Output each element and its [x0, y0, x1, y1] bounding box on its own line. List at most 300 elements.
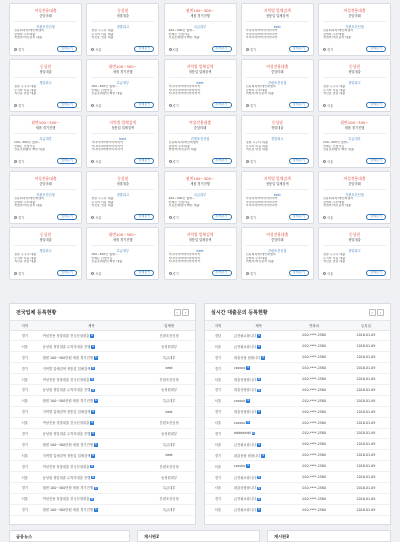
- cell-text: 경기: [21, 431, 28, 436]
- column-header: 연락처: [286, 321, 342, 330]
- detail-button[interactable]: 상세보기: [289, 270, 309, 277]
- card-title[interactable]: 동성원: [348, 232, 360, 237]
- card-title[interactable]: 지역별 업체검색: [263, 8, 291, 13]
- card-title[interactable]: 월변100~300~: [108, 232, 137, 237]
- table-row[interactable]: [205, 417, 390, 428]
- card-description-line: 언제든 신청가능: [91, 256, 113, 260]
- company-card[interactable]: [86, 227, 159, 280]
- cell-text: 경기: [214, 410, 222, 415]
- card-title[interactable]: 여성전용대출: [34, 8, 57, 13]
- new-badge-icon: N: [258, 334, 260, 338]
- detail-button[interactable]: 상세보기: [212, 270, 232, 277]
- company-card[interactable]: [164, 59, 237, 112]
- location-pin-icon: [169, 272, 172, 275]
- detail-button[interactable]: 상세보기: [289, 46, 309, 53]
- table-cell[interactable]: [231, 406, 287, 417]
- card-divider: [14, 77, 77, 78]
- next-page-button[interactable]: ›: [182, 309, 189, 316]
- card-title[interactable]: 여성전용대출: [343, 8, 366, 13]
- cell-text: 경기: [21, 333, 28, 338]
- cell-text: cococo: [233, 420, 246, 425]
- table-cell[interactable]: [40, 352, 144, 363]
- table-cell: [342, 341, 390, 352]
- cell-text: 2018.01.09: [356, 496, 376, 501]
- table-row[interactable]: [10, 363, 195, 374]
- company-card[interactable]: [9, 59, 82, 112]
- table-cell[interactable]: [231, 472, 287, 483]
- card-title[interactable]: 여성전용대출: [266, 232, 289, 237]
- detail-button[interactable]: 상세보기: [366, 214, 386, 221]
- card-location-label: 서울: [95, 215, 102, 220]
- table-cell: [205, 406, 231, 417]
- detail-button[interactable]: 상세보기: [366, 270, 386, 277]
- card-description-line: 가나다라마바사아자차카: [245, 36, 278, 40]
- table-cell[interactable]: [231, 504, 287, 515]
- detail-button[interactable]: 상세보기: [366, 46, 386, 53]
- card-title[interactable]: 여성전용대출: [343, 176, 366, 181]
- table-row[interactable]: [10, 482, 195, 493]
- card-divider: [14, 21, 77, 22]
- table-cell: [10, 384, 40, 395]
- cell-text: 2018.01.09: [356, 464, 376, 469]
- panel-nav: [174, 309, 190, 316]
- card-title[interactable]: 여성전용대출: [266, 64, 289, 69]
- table-cell[interactable]: [40, 395, 144, 406]
- company-card[interactable]: [241, 115, 314, 168]
- table-cell[interactable]: [40, 341, 144, 352]
- company-card[interactable]: [86, 59, 159, 112]
- new-badge-icon: N: [92, 410, 95, 414]
- card-keyword: 간편조건신청: [345, 192, 364, 197]
- new-badge-icon: N: [92, 453, 95, 457]
- cell-text: 2018.01.09: [356, 398, 376, 403]
- table-row[interactable]: [205, 439, 390, 450]
- detail-button[interactable]: 상세보기: [134, 102, 154, 109]
- card-description-line: 실업자·주부대출: [168, 144, 190, 148]
- card-keyword: 정말최고: [348, 80, 361, 85]
- card-description-line: 신용조회없이 빠른 대출: [14, 148, 45, 152]
- table-cell[interactable]: [231, 439, 287, 450]
- cell-text: 동성원대부: [161, 475, 178, 480]
- new-badge-icon: N: [92, 475, 95, 479]
- new-badge-icon: N: [262, 355, 265, 359]
- cell-text: 월변 100~300만원 새롭 경기진행: [42, 486, 93, 491]
- table-cell[interactable]: [40, 493, 144, 504]
- cell-text: 월변 100~300만원 새롭 경기진행: [42, 399, 93, 404]
- table-cell[interactable]: [231, 450, 287, 461]
- table-row[interactable]: [205, 493, 390, 504]
- location-pin-icon: [14, 272, 17, 275]
- table-row[interactable]: [10, 341, 195, 352]
- card-subtitle: 정말대출: [271, 125, 284, 130]
- detail-button[interactable]: 상세보기: [57, 158, 77, 165]
- card-footer: [91, 158, 154, 164]
- table-cell[interactable]: [40, 406, 144, 417]
- card-title[interactable]: 동성원: [39, 64, 51, 69]
- company-card[interactable]: [9, 3, 82, 56]
- detail-button[interactable]: 상세보기: [212, 158, 232, 165]
- table-cell: [143, 384, 195, 395]
- card-description-line: 가나다라마바사아자차카: [245, 196, 278, 200]
- table-row[interactable]: [205, 406, 390, 417]
- table-cell[interactable]: [231, 428, 287, 439]
- card-footer: [14, 46, 77, 52]
- card-location: [91, 215, 101, 220]
- location-pin-icon: [323, 216, 326, 219]
- table-cell[interactable]: [231, 461, 287, 472]
- cell-text: 특급대부: [162, 442, 176, 447]
- table-cell[interactable]: [40, 461, 144, 472]
- table-cell[interactable]: [231, 482, 287, 493]
- table-cell[interactable]: [231, 374, 287, 385]
- table-cell[interactable]: [40, 374, 144, 385]
- table-cell: [342, 493, 390, 504]
- table-row[interactable]: [10, 417, 195, 428]
- table-cell: [342, 450, 390, 461]
- detail-button[interactable]: 상세보기: [366, 102, 386, 109]
- company-card[interactable]: [318, 3, 391, 56]
- table-row[interactable]: [10, 472, 195, 483]
- bottom-box-board2[interactable]: [137, 530, 260, 542]
- table-row[interactable]: [205, 504, 390, 515]
- table-cell[interactable]: [231, 352, 287, 363]
- detail-button[interactable]: 상세보기: [212, 214, 232, 221]
- company-card[interactable]: [164, 3, 237, 56]
- card-subtitle: 새롭 경기진행: [113, 69, 133, 74]
- table-cell[interactable]: [231, 341, 287, 352]
- company-card[interactable]: [241, 59, 314, 112]
- card-title[interactable]: 동성원: [117, 176, 129, 181]
- company-card[interactable]: [164, 227, 237, 280]
- card-subtitle: 중앙미래: [193, 125, 207, 130]
- cell-text: 010-****-2580: [302, 366, 326, 371]
- table-row[interactable]: [205, 461, 390, 472]
- cell-text: cococo: [233, 366, 246, 371]
- card-title[interactable]: 지역별 업체검색: [186, 64, 214, 69]
- card-description-line: 무직자 이용 대출: [14, 88, 37, 92]
- table-cell: [286, 493, 342, 504]
- prev-page-button[interactable]: ‹: [174, 309, 181, 316]
- card-description-line: 신용회복자/개인회생자: [168, 140, 199, 144]
- panel-nav: [369, 309, 385, 316]
- cell-text: 서울: [214, 421, 222, 426]
- card-location: [14, 271, 24, 276]
- card-keyword: 간편조건신청: [36, 24, 55, 29]
- table-cell: [342, 384, 390, 395]
- detail-button[interactable]: 상세보기: [57, 270, 77, 277]
- table-cell: [10, 493, 40, 504]
- card-description-line: 무직자 이용 대출: [323, 88, 346, 92]
- table-cell: [205, 493, 231, 504]
- card-location: [169, 103, 179, 108]
- company-card[interactable]: [86, 3, 159, 56]
- company-card[interactable]: [318, 115, 391, 168]
- table-row[interactable]: [205, 472, 390, 483]
- table-row[interactable]: [10, 461, 195, 472]
- table-cell[interactable]: [40, 504, 144, 515]
- new-badge-icon: N: [258, 388, 260, 392]
- card-footer: [169, 270, 232, 276]
- card-title[interactable]: 동성원: [39, 232, 51, 237]
- detail-button[interactable]: 상세보기: [134, 214, 154, 221]
- card-title[interactable]: 동성원: [117, 8, 129, 13]
- table-cell: [10, 472, 40, 483]
- detail-button[interactable]: 상세보기: [212, 102, 232, 109]
- table-row[interactable]: [205, 352, 390, 363]
- table-row[interactable]: [10, 406, 195, 417]
- table-row[interactable]: [205, 341, 390, 352]
- card-title[interactable]: 월변100~300~: [108, 64, 137, 69]
- card-divider: [91, 245, 154, 246]
- panel-title: 전국업체 등록현황: [16, 309, 57, 316]
- card-divider: [169, 245, 232, 246]
- card-subtitle: 새롭 경기진행: [190, 13, 210, 18]
- table-row[interactable]: [10, 395, 195, 406]
- table-cell[interactable]: [231, 384, 287, 395]
- table-cell[interactable]: [231, 395, 287, 406]
- card-location: [91, 159, 101, 164]
- card-location-label: 경기: [249, 215, 256, 220]
- card-title[interactable]: 동성원: [271, 120, 283, 125]
- cell-text: 경기: [21, 486, 28, 491]
- detail-button[interactable]: 상세보기: [366, 158, 386, 165]
- location-pin-icon: [14, 160, 17, 163]
- company-card[interactable]: [9, 171, 82, 224]
- table-cell: [143, 428, 195, 439]
- card-description-line: 정말 누구나 대출: [14, 252, 37, 256]
- table-cell: [143, 363, 195, 374]
- company-card[interactable]: [9, 227, 82, 280]
- bottom-box-finance-news[interactable]: [9, 530, 130, 542]
- panel-header: [10, 304, 195, 321]
- card-location: [14, 103, 24, 108]
- card-location: [246, 103, 256, 108]
- company-card[interactable]: [9, 115, 82, 168]
- cell-text: 2018.01.09: [356, 409, 376, 414]
- table-cell[interactable]: [40, 384, 144, 395]
- table-row[interactable]: [10, 504, 195, 515]
- table-row[interactable]: [205, 384, 390, 395]
- table-cell[interactable]: [231, 493, 287, 504]
- table-cell: [205, 450, 231, 461]
- detail-button[interactable]: 상세보기: [57, 46, 77, 53]
- prev-page-button[interactable]: ‹: [369, 309, 376, 316]
- table-cell: [143, 461, 195, 472]
- card-divider: [91, 21, 154, 22]
- card-title[interactable]: 지역별 업체검색: [186, 232, 214, 237]
- card-title[interactable]: 월변100~300~: [185, 8, 215, 13]
- card-keyword: 특급대부: [193, 24, 207, 29]
- table-cell[interactable]: [40, 330, 144, 341]
- detail-button[interactable]: 상세보기: [134, 46, 154, 53]
- card-title[interactable]: 여성전용대출: [34, 176, 57, 181]
- cell-text: 010-****-2580: [302, 420, 326, 425]
- cell-text: 경기: [21, 355, 28, 360]
- cell-text: 서울: [21, 421, 28, 426]
- cell-text: 월변 100~300만원 새롭 경기진행: [42, 508, 93, 513]
- panel-title: 실시간 대출문의 등록현황: [211, 309, 268, 316]
- card-description-line: 취업자/저신용자 대출: [323, 204, 352, 208]
- table-cell[interactable]: [40, 428, 144, 439]
- table-row[interactable]: [10, 439, 195, 450]
- card-description-line: 신용회복자/개인회생자: [245, 252, 276, 256]
- location-pin-icon: [246, 272, 249, 275]
- new-badge-icon: N: [92, 345, 95, 349]
- table-cell: [143, 395, 195, 406]
- cell-text: 010-****-2580: [302, 442, 326, 447]
- table-cell: [286, 472, 342, 483]
- cell-text: 경기: [214, 355, 222, 360]
- cell-text: 010-****-2580: [302, 344, 326, 349]
- table-row[interactable]: [10, 384, 195, 395]
- realtime-inquiry-panel: [204, 303, 391, 525]
- cell-text: 010-****-2580: [302, 496, 326, 501]
- table-cell[interactable]: [40, 472, 144, 483]
- column-header: 제목: [40, 321, 144, 330]
- location-pin-icon: [169, 216, 172, 219]
- cell-text: 특급대부: [162, 486, 176, 491]
- table-row[interactable]: [205, 450, 390, 461]
- table-cell: [342, 374, 390, 385]
- card-location: [91, 103, 101, 108]
- cell-text: 010-****-2580: [302, 507, 326, 512]
- card-title[interactable]: 지역별 업체검색: [109, 120, 137, 125]
- new-badge-icon: N: [258, 497, 260, 501]
- card-keyword: 특급대부: [116, 80, 129, 85]
- company-card[interactable]: [318, 59, 391, 112]
- card-title[interactable]: 지역별 업체검색: [263, 176, 291, 181]
- nationwide-registration-panel: [9, 303, 196, 525]
- cell-text: 2018.01.09: [356, 453, 376, 458]
- card-description-line: 실업자·주부대출: [14, 200, 36, 204]
- card-location: [14, 47, 24, 52]
- card-location-label: 경기: [249, 47, 256, 52]
- card-description-line: 가나다라마바사아자차카: [168, 84, 201, 88]
- cell-text: 대출상담합니다: [233, 377, 257, 382]
- company-card[interactable]: [164, 115, 237, 168]
- table-row[interactable]: [10, 330, 195, 341]
- card-divider: [246, 21, 309, 22]
- table-cell[interactable]: [231, 330, 287, 341]
- company-card[interactable]: [241, 3, 314, 56]
- card-location: [246, 271, 256, 276]
- next-page-button[interactable]: ›: [377, 309, 384, 316]
- company-card[interactable]: [241, 227, 314, 280]
- table-cell: [10, 428, 40, 439]
- card-location: [14, 215, 24, 220]
- new-badge-icon: N: [258, 508, 260, 512]
- card-location-label: 서울: [327, 103, 334, 108]
- table-row[interactable]: [10, 352, 195, 363]
- cell-text: 서울: [21, 475, 28, 480]
- detail-button[interactable]: 상세보기: [57, 102, 77, 109]
- table-cell: [143, 330, 195, 341]
- card-footer: [169, 158, 232, 164]
- cell-text: 간편조건신청: [159, 377, 179, 382]
- card-title[interactable]: 동성원: [348, 64, 360, 69]
- company-card[interactable]: [86, 115, 159, 168]
- detail-button[interactable]: 상세보기: [212, 46, 232, 53]
- card-description-line: 실업자·주부대출: [323, 200, 345, 204]
- table-row[interactable]: [205, 482, 390, 493]
- company-card[interactable]: [164, 171, 237, 224]
- table-row[interactable]: [10, 374, 195, 385]
- company-card[interactable]: [318, 227, 391, 280]
- table-row[interactable]: [10, 428, 195, 439]
- company-card[interactable]: [318, 171, 391, 224]
- detail-button[interactable]: 상세보기: [289, 214, 309, 221]
- card-subtitle: 정말대출: [39, 69, 52, 74]
- company-card[interactable]: [86, 171, 159, 224]
- cell-text: 경기: [214, 431, 222, 436]
- table-cell[interactable]: [40, 439, 144, 450]
- detail-button[interactable]: 상세보기: [289, 102, 309, 109]
- card-title[interactable]: 월변100~300~: [31, 120, 60, 125]
- table-cell[interactable]: [40, 417, 144, 428]
- cell-text: 지역별 업체검색 정통업 업체검색: [42, 410, 91, 415]
- table-cell[interactable]: [231, 363, 287, 374]
- table-cell[interactable]: [231, 417, 287, 428]
- table-row[interactable]: [205, 374, 390, 385]
- table-cell: [143, 439, 195, 450]
- company-card[interactable]: [241, 171, 314, 224]
- cell-text: 2018.01.09: [356, 485, 376, 490]
- cell-text: 010-****-2580: [302, 398, 326, 403]
- card-location-label: 경기: [172, 103, 179, 108]
- card-divider: [169, 77, 232, 78]
- card-footer: [323, 214, 386, 220]
- table-cell[interactable]: [40, 482, 144, 493]
- card-title[interactable]: 월변100~300~: [185, 176, 215, 181]
- card-title[interactable]: 여성전용대출: [188, 120, 211, 125]
- location-pin-icon: [91, 104, 94, 107]
- detail-button[interactable]: 상세보기: [57, 214, 77, 221]
- card-title[interactable]: 월변100~300~: [340, 120, 369, 125]
- card-location-label: 경기: [249, 103, 256, 108]
- location-pin-icon: [14, 48, 17, 51]
- table-row[interactable]: [205, 395, 390, 406]
- table-cell[interactable]: [40, 450, 144, 461]
- card-keyword: 정말최고: [39, 248, 52, 253]
- location-pin-icon: [246, 216, 249, 219]
- detail-button[interactable]: 상세보기: [134, 270, 154, 277]
- location-pin-icon: [323, 48, 326, 51]
- cell-text: 서울: [214, 508, 222, 513]
- cell-text: 2018.01.09: [356, 355, 376, 360]
- table-cell: [286, 439, 342, 450]
- table-row[interactable]: [205, 330, 390, 341]
- detail-button[interactable]: 상세보기: [134, 158, 154, 165]
- card-divider: [91, 189, 154, 190]
- table-cell: [286, 395, 342, 406]
- card-location: [246, 159, 256, 164]
- cell-text: 서울: [214, 344, 222, 349]
- table-cell[interactable]: [40, 363, 144, 374]
- card-location-label: 서울: [95, 159, 102, 164]
- table-row[interactable]: [10, 493, 195, 504]
- table-row[interactable]: [10, 450, 195, 461]
- table-row[interactable]: [205, 363, 390, 374]
- cell-text: 급전필요합니다: [233, 344, 257, 349]
- table-row[interactable]: [205, 428, 390, 439]
- card-location-label: 경기: [172, 215, 179, 220]
- cell-text: 급전필요합니다: [233, 508, 257, 513]
- detail-button[interactable]: 상세보기: [289, 158, 309, 165]
- table-cell: [205, 417, 231, 428]
- card-divider: [246, 133, 309, 134]
- cell-text: 경기: [21, 442, 28, 447]
- bottom-box-board3[interactable]: [267, 530, 391, 542]
